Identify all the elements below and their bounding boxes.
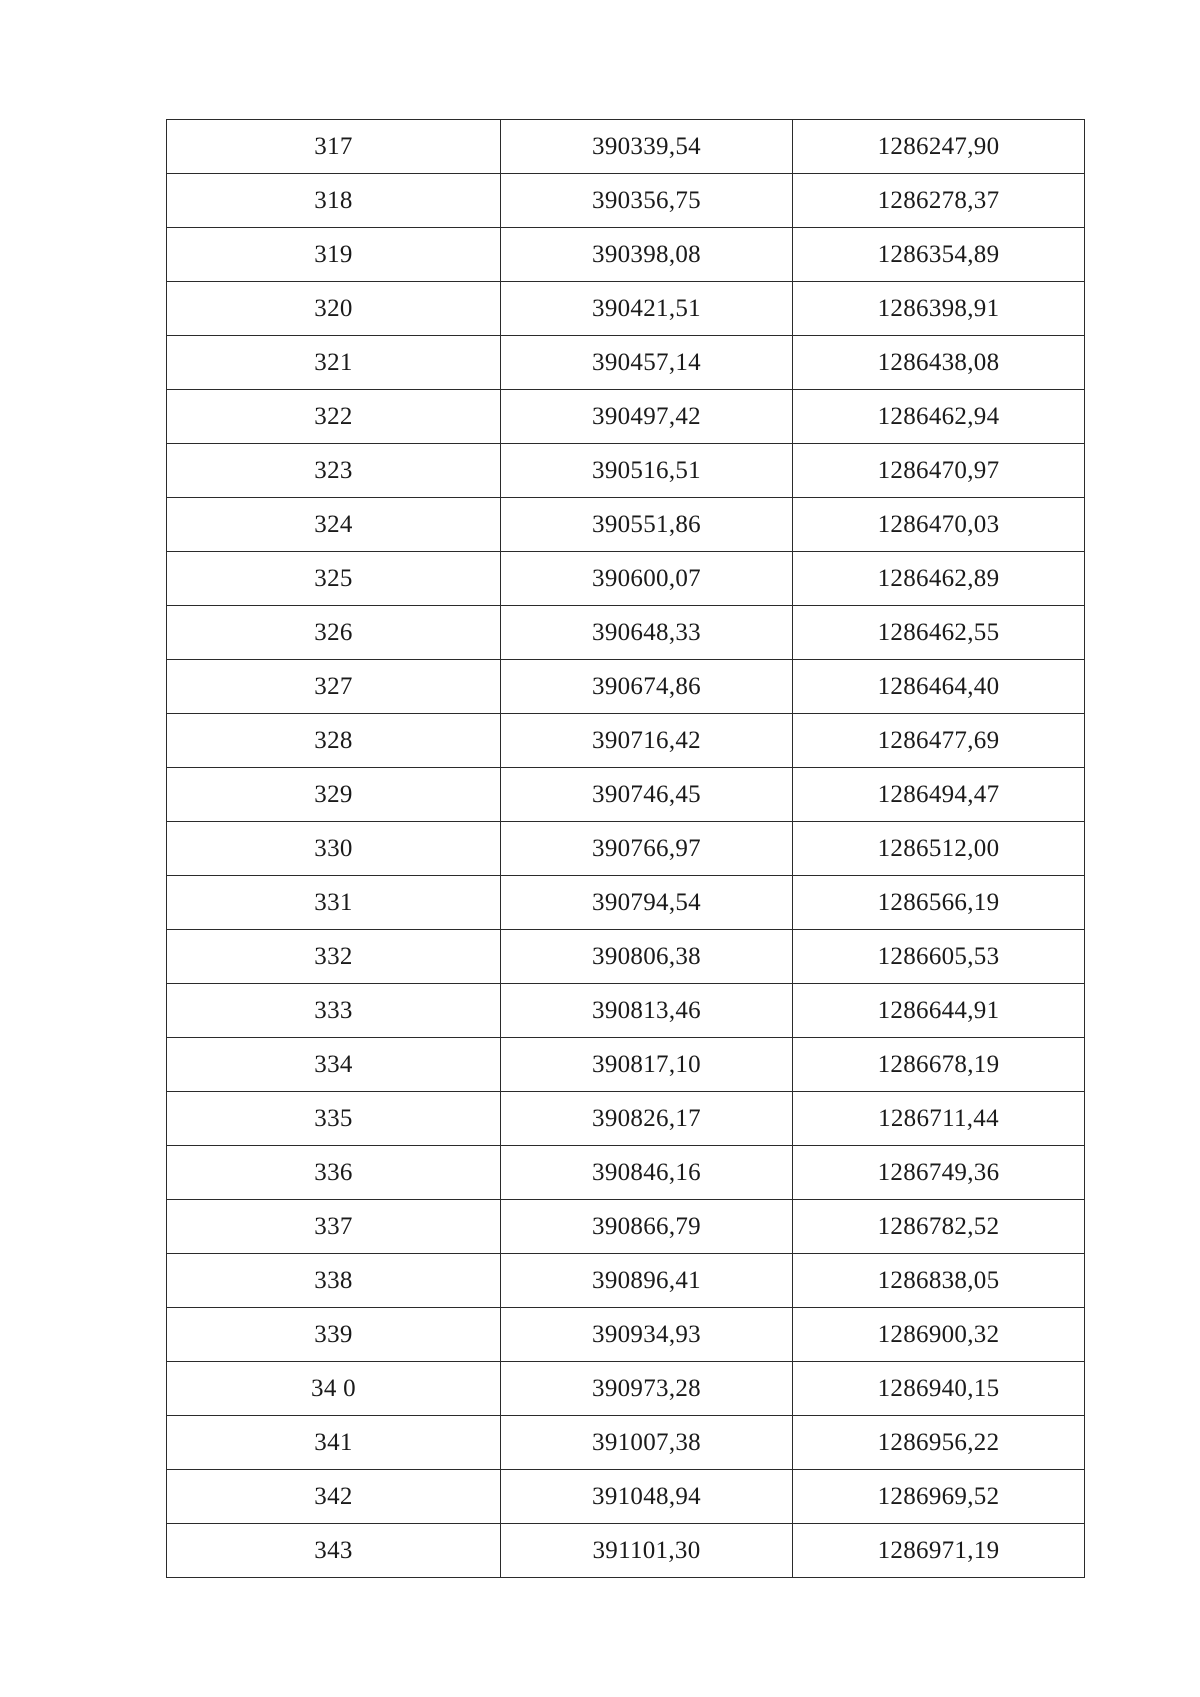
y-coordinate-cell: 1286438,08 bbox=[793, 336, 1085, 390]
point-number-cell: 334 bbox=[167, 1038, 501, 1092]
point-number-cell: 339 bbox=[167, 1308, 501, 1362]
table-row bbox=[167, 822, 1085, 876]
y-coordinate-cell: 1286462,94 bbox=[793, 390, 1085, 444]
table-row bbox=[167, 390, 1085, 444]
y-coordinate-cell: 1286956,22 bbox=[793, 1416, 1085, 1470]
x-coordinate-cell: 391048,94 bbox=[501, 1470, 793, 1524]
y-coordinate-cell: 1286969,52 bbox=[793, 1470, 1085, 1524]
x-coordinate-cell: 390600,07 bbox=[501, 552, 793, 606]
y-coordinate-cell: 1286462,55 bbox=[793, 606, 1085, 660]
x-coordinate-cell: 390716,42 bbox=[501, 714, 793, 768]
point-number-cell: 327 bbox=[167, 660, 501, 714]
point-number-cell: 317 bbox=[167, 120, 501, 174]
x-coordinate-cell: 390826,17 bbox=[501, 1092, 793, 1146]
point-number-cell: 337 bbox=[167, 1200, 501, 1254]
x-coordinate-cell: 390973,28 bbox=[501, 1362, 793, 1416]
table-row bbox=[167, 1146, 1085, 1200]
x-coordinate-cell: 390516,51 bbox=[501, 444, 793, 498]
point-number-cell: 336 bbox=[167, 1146, 501, 1200]
point-number-cell: 332 bbox=[167, 930, 501, 984]
table-row bbox=[167, 768, 1085, 822]
point-number-cell: 343 bbox=[167, 1524, 501, 1578]
table-row bbox=[167, 714, 1085, 768]
point-number-cell: 338 bbox=[167, 1254, 501, 1308]
x-coordinate-cell: 390339,54 bbox=[501, 120, 793, 174]
y-coordinate-cell: 1286838,05 bbox=[793, 1254, 1085, 1308]
table-row bbox=[167, 498, 1085, 552]
x-coordinate-cell: 390746,45 bbox=[501, 768, 793, 822]
table-row bbox=[167, 552, 1085, 606]
point-number-cell: 321 bbox=[167, 336, 501, 390]
point-number-cell: 335 bbox=[167, 1092, 501, 1146]
point-number-cell: 323 bbox=[167, 444, 501, 498]
table-row bbox=[167, 174, 1085, 228]
point-number-cell: 342 bbox=[167, 1470, 501, 1524]
y-coordinate-cell: 1286462,89 bbox=[793, 552, 1085, 606]
table-row bbox=[167, 930, 1085, 984]
x-coordinate-cell: 390356,75 bbox=[501, 174, 793, 228]
x-coordinate-cell: 390648,33 bbox=[501, 606, 793, 660]
table-row bbox=[167, 876, 1085, 930]
x-coordinate-cell: 390934,93 bbox=[501, 1308, 793, 1362]
coordinates-table bbox=[166, 119, 1085, 1578]
x-coordinate-cell: 390846,16 bbox=[501, 1146, 793, 1200]
table-row bbox=[167, 1362, 1085, 1416]
x-coordinate-cell: 390896,41 bbox=[501, 1254, 793, 1308]
y-coordinate-cell: 1286644,91 bbox=[793, 984, 1085, 1038]
table-row bbox=[167, 228, 1085, 282]
table-row bbox=[167, 1038, 1085, 1092]
point-number-cell: 322 bbox=[167, 390, 501, 444]
table-row bbox=[167, 444, 1085, 498]
y-coordinate-cell: 1286354,89 bbox=[793, 228, 1085, 282]
point-number-cell: 325 bbox=[167, 552, 501, 606]
table-row bbox=[167, 606, 1085, 660]
y-coordinate-cell: 1286247,90 bbox=[793, 120, 1085, 174]
y-coordinate-cell: 1286464,40 bbox=[793, 660, 1085, 714]
y-coordinate-cell: 1286749,36 bbox=[793, 1146, 1085, 1200]
y-coordinate-cell: 1286900,32 bbox=[793, 1308, 1085, 1362]
y-coordinate-cell: 1286398,91 bbox=[793, 282, 1085, 336]
y-coordinate-cell: 1286605,53 bbox=[793, 930, 1085, 984]
point-number-cell: 328 bbox=[167, 714, 501, 768]
y-coordinate-cell: 1286711,44 bbox=[793, 1092, 1085, 1146]
point-number-cell: 34 0 bbox=[167, 1362, 501, 1416]
x-coordinate-cell: 390421,51 bbox=[501, 282, 793, 336]
table-row bbox=[167, 1254, 1085, 1308]
point-number-cell: 326 bbox=[167, 606, 501, 660]
y-coordinate-cell: 1286971,19 bbox=[793, 1524, 1085, 1578]
x-coordinate-cell: 390806,38 bbox=[501, 930, 793, 984]
table-row bbox=[167, 336, 1085, 390]
y-coordinate-cell: 1286678,19 bbox=[793, 1038, 1085, 1092]
table-row bbox=[167, 1470, 1085, 1524]
x-coordinate-cell: 390674,86 bbox=[501, 660, 793, 714]
x-coordinate-cell: 390794,54 bbox=[501, 876, 793, 930]
point-number-cell: 318 bbox=[167, 174, 501, 228]
point-number-cell: 331 bbox=[167, 876, 501, 930]
table-row bbox=[167, 282, 1085, 336]
y-coordinate-cell: 1286566,19 bbox=[793, 876, 1085, 930]
table-row bbox=[167, 1524, 1085, 1578]
y-coordinate-cell: 1286512,00 bbox=[793, 822, 1085, 876]
y-coordinate-cell: 1286470,03 bbox=[793, 498, 1085, 552]
x-coordinate-cell: 390457,14 bbox=[501, 336, 793, 390]
x-coordinate-cell: 390398,08 bbox=[501, 228, 793, 282]
table-row bbox=[167, 1308, 1085, 1362]
x-coordinate-cell: 391007,38 bbox=[501, 1416, 793, 1470]
point-number-cell: 324 bbox=[167, 498, 501, 552]
x-coordinate-cell: 390817,10 bbox=[501, 1038, 793, 1092]
coordinates-table-body bbox=[167, 120, 1085, 1578]
point-number-cell: 329 bbox=[167, 768, 501, 822]
table-row bbox=[167, 1416, 1085, 1470]
y-coordinate-cell: 1286940,15 bbox=[793, 1362, 1085, 1416]
point-number-cell: 319 bbox=[167, 228, 501, 282]
y-coordinate-cell: 1286470,97 bbox=[793, 444, 1085, 498]
table-row bbox=[167, 660, 1085, 714]
x-coordinate-cell: 390497,42 bbox=[501, 390, 793, 444]
x-coordinate-cell: 390766,97 bbox=[501, 822, 793, 876]
table-row bbox=[167, 120, 1085, 174]
y-coordinate-cell: 1286494,47 bbox=[793, 768, 1085, 822]
table-row bbox=[167, 984, 1085, 1038]
x-coordinate-cell: 390551,86 bbox=[501, 498, 793, 552]
point-number-cell: 330 bbox=[167, 822, 501, 876]
y-coordinate-cell: 1286477,69 bbox=[793, 714, 1085, 768]
y-coordinate-cell: 1286782,52 bbox=[793, 1200, 1085, 1254]
y-coordinate-cell: 1286278,37 bbox=[793, 174, 1085, 228]
point-number-cell: 333 bbox=[167, 984, 501, 1038]
table-row bbox=[167, 1200, 1085, 1254]
table-row bbox=[167, 1092, 1085, 1146]
point-number-cell: 341 bbox=[167, 1416, 501, 1470]
point-number-cell: 320 bbox=[167, 282, 501, 336]
x-coordinate-cell: 390866,79 bbox=[501, 1200, 793, 1254]
x-coordinate-cell: 391101,30 bbox=[501, 1524, 793, 1578]
x-coordinate-cell: 390813,46 bbox=[501, 984, 793, 1038]
